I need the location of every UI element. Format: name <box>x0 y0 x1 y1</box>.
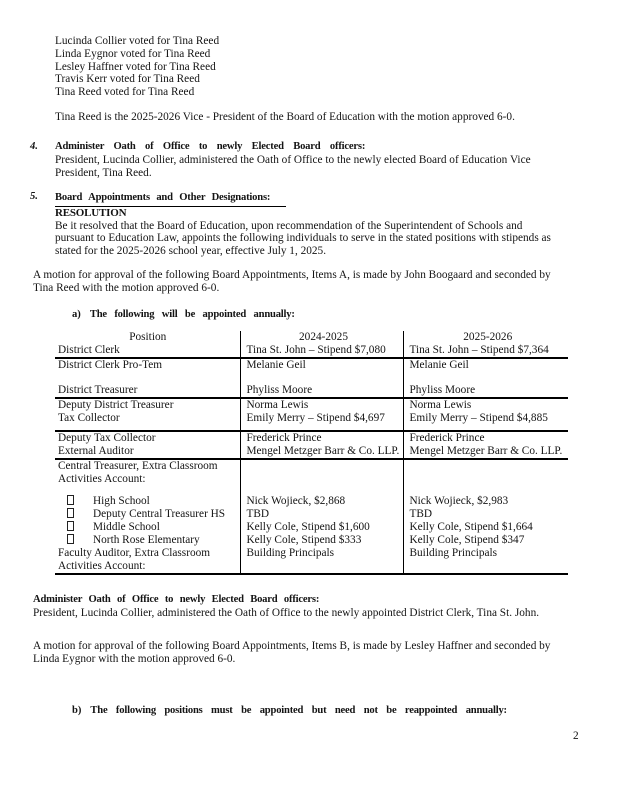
table-cell: Activities Account: <box>55 560 240 574</box>
vote-line: Lesley Haffner voted for Tina Reed <box>55 60 216 73</box>
table-cell: Melanie Geil <box>240 358 403 372</box>
vote-line: Lucinda Collier voted for Tina Reed <box>55 35 220 47</box>
table-row <box>55 495 568 508</box>
item-4 <box>30 141 531 179</box>
table-cell: Phyliss Moore <box>403 384 568 398</box>
table-cell: Faculty Auditor, Extra Classroom <box>58 547 211 559</box>
table-row <box>55 534 568 547</box>
table-cell: Phyliss Moore <box>240 384 403 398</box>
table-row <box>55 398 568 412</box>
table-cell: Tina St. John – Stipend $7,080 <box>240 344 403 358</box>
oath-2-heading: Administer Oath of Office to newly Elected Board officers: <box>33 594 320 605</box>
checkbox-bullet-icon <box>67 534 74 544</box>
table-row <box>55 445 568 459</box>
table-cell: Nick Wojieck, $2,868 <box>240 495 403 508</box>
table-row <box>55 521 568 534</box>
motion-b-line: A motion for approval of the following Board Appointments, Items B, is made by Lesley Haffner and seconded by <box>33 640 551 652</box>
table-cell <box>55 534 240 547</box>
table-cell: District Treasurer <box>55 384 240 398</box>
table-row <box>55 459 568 473</box>
table-cell: Emily Merry – Stipend $4,885 <box>403 412 568 425</box>
item-5-number: 5. <box>30 191 38 202</box>
list-a-heading <box>72 308 295 322</box>
list-b-text: The following positions must be appointed but need not be reappointed annually: <box>90 705 507 716</box>
column-header-2024: 2024-2025 <box>240 331 403 344</box>
table-cell: Kelly Cole, Stipend $1,600 <box>240 521 403 534</box>
table-header-row <box>55 331 568 344</box>
table-spacer-row <box>55 372 568 384</box>
table-row <box>55 547 568 560</box>
table-cell: Tina St. John – Stipend $7,364 <box>403 344 568 358</box>
table-cell: TBD <box>240 508 403 521</box>
item-5-body-line: pursuant to Education Law, appoints the following individuals to serve in the stated positions with stipends as <box>55 232 551 245</box>
table-cell <box>240 473 403 486</box>
item-5-body-line: Be it resolved that the Board of Education, upon recommendation of the Superintendent of Schools and <box>55 219 523 232</box>
table-cell: District Clerk <box>55 344 240 358</box>
motion-a-line: A motion for approval of the following Board Appointments, Items A, is made by John Boogaard and seconded by <box>33 269 551 281</box>
table-cell <box>55 508 240 521</box>
table-row <box>55 358 568 372</box>
table-cell: Mengel Metzger Barr & Co. LLP. <box>403 445 568 459</box>
table-spacer-row <box>55 486 568 495</box>
item-4-body-line: President, Lucinda Collier, administered the Oath of Office to the newly elected Board of Education Vice <box>55 153 531 166</box>
item-4-body-line: President, Tina Reed. <box>55 166 152 179</box>
table-row <box>55 412 568 425</box>
item-4-number: 4. <box>30 141 38 152</box>
table-cell: Kelly Cole, Stipend $333 <box>240 534 403 547</box>
motion-b-line: Linda Eygnor with the motion approved 6-0. <box>33 652 236 665</box>
table-cell: Nick Wojieck, $2,983 <box>403 495 568 508</box>
table-cell <box>403 473 568 486</box>
table-row <box>55 473 568 486</box>
table-cell: Frederick Prince <box>240 431 403 445</box>
table-cell: Deputy Tax Collector <box>58 432 156 444</box>
motion-a-line: Tina Reed with the motion approved 6-0. <box>33 281 220 294</box>
column-header-position: Position <box>129 331 167 343</box>
table-cell: Deputy District Treasurer <box>58 399 174 411</box>
item-5-heading: Board Appointments and Other Designations: <box>55 192 286 207</box>
table-row <box>55 560 568 574</box>
table-cell: Melanie Geil <box>403 358 568 372</box>
table-cell: Norma Lewis <box>403 398 568 412</box>
resolution-label: RESOLUTION <box>55 206 127 219</box>
table-cell: Building Principals <box>240 547 403 560</box>
list-b-marker: b) <box>72 705 82 716</box>
bullet-item-label: Middle School <box>93 521 160 533</box>
item-5-body-line: stated for the 2025-2026 school year, effective July 1, 2025. <box>55 245 327 258</box>
table-cell: Mengel Metzger Barr & Co. LLP. <box>240 445 403 459</box>
table-cell: Tax Collector <box>58 412 120 424</box>
table-cell <box>240 459 403 473</box>
checkbox-bullet-icon <box>67 521 74 531</box>
bullet-item-label: High School <box>93 495 150 507</box>
table-row <box>55 508 568 521</box>
table-cell: Central Treasurer, Extra Classroom <box>58 460 218 472</box>
table-cell: TBD <box>403 508 568 521</box>
item-5 <box>30 191 551 258</box>
item-4-heading: Administer Oath of Office to newly Elected Board officers: <box>55 141 366 152</box>
table-cell <box>403 459 568 473</box>
page-number: 2 <box>573 730 579 742</box>
table-cell: Norma Lewis <box>240 398 403 412</box>
table-cell: External Auditor <box>55 445 240 459</box>
table-cell <box>55 521 240 534</box>
table-cell <box>240 560 403 574</box>
table-cell <box>55 495 240 508</box>
vote-line: Travis Kerr voted for Tina Reed <box>55 73 200 86</box>
table-cell: Building Principals <box>403 547 568 560</box>
appointments-table <box>55 331 568 575</box>
column-header-2025: 2025-2026 <box>403 331 568 344</box>
table-cell: Frederick Prince <box>403 431 568 445</box>
motion-b-paragraph <box>33 640 550 666</box>
table-row <box>55 344 568 358</box>
oath-section-2 <box>33 594 539 620</box>
table-cell: Emily Merry – Stipend $4,697 <box>240 412 403 425</box>
checkbox-bullet-icon <box>67 495 74 505</box>
checkbox-bullet-icon <box>67 508 74 518</box>
list-a-text: The following will be appointed annually: <box>89 309 295 320</box>
table-cell: District Clerk Pro-Tem <box>58 359 162 371</box>
vote-line: Tina Reed voted for Tina Reed <box>55 86 195 99</box>
table-row <box>55 431 568 445</box>
vote-list <box>55 35 219 99</box>
list-a-marker: a) <box>72 309 81 320</box>
bullet-item-label: Deputy Central Treasurer HS <box>93 508 226 520</box>
table-cell: Activities Account: <box>58 473 146 485</box>
vp-statement: Tina Reed is the 2025-2026 Vice - President of the Board of Education with the motion approved 6-0. <box>55 111 515 123</box>
bullet-item-label: North Rose Elementary <box>93 534 200 546</box>
vote-line: Linda Eygnor voted for Tina Reed <box>55 47 211 60</box>
table-cell <box>403 560 568 574</box>
table-cell: Kelly Cole, Stipend $1,664 <box>403 521 568 534</box>
motion-a-paragraph <box>33 269 551 295</box>
table-cell: Kelly Cole, Stipend $347 <box>403 534 568 547</box>
oath-2-body-line: President, Lucinda Collier, administered the Oath of Office to the newly appointed District Clerk, Tina St. John. <box>33 606 540 619</box>
list-b-heading <box>72 704 507 718</box>
table-row <box>55 384 568 398</box>
